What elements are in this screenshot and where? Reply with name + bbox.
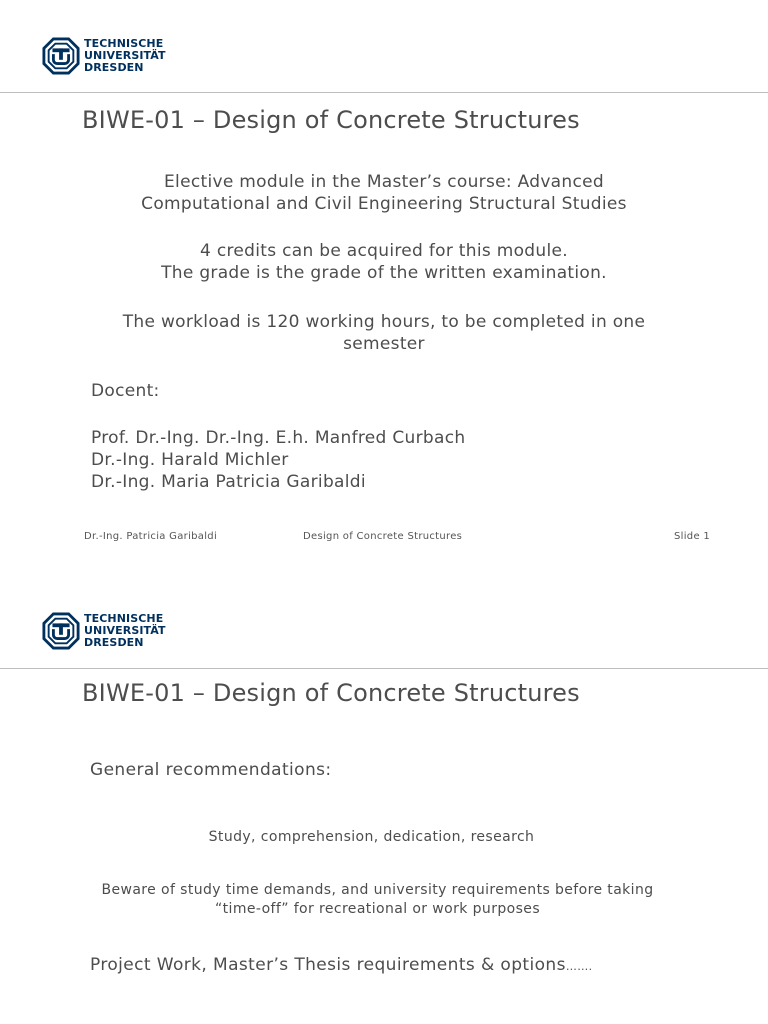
project-work-line — [90, 955, 593, 975]
logo-line-3: DRESDEN — [84, 61, 144, 74]
credits-line-1: 4 credits can be acquired for this module. — [200, 241, 568, 261]
study-line: Study, comprehension, dedication, research — [208, 829, 535, 845]
docent-item: Prof. Dr.-Ing. Dr.-Ing. E.h. Manfred Curbach — [91, 428, 466, 448]
university-logo — [42, 36, 166, 76]
header-divider — [0, 92, 768, 93]
general-recommendations-heading: General recommendations: — [90, 760, 332, 780]
slide-title: BIWE-01 – Design of Concrete Structures — [82, 679, 580, 707]
workload-info — [0, 311, 768, 355]
logo-line-2: UNIVERSITÄT — [84, 49, 166, 62]
footer-course: Design of Concrete Structures — [303, 531, 463, 542]
logo-wordmark — [84, 38, 166, 74]
docent-list — [91, 427, 465, 493]
module-line-2: Computational and Civil Engineering Structural Studies — [141, 194, 627, 214]
logo-line-2: UNIVERSITÄT — [84, 624, 166, 637]
logo-line-1: TECHNISCHE — [84, 37, 164, 50]
logo-line-1: TECHNISCHE — [84, 612, 164, 625]
footer-slide-number: Slide 1 — [674, 531, 711, 542]
workload-line-1: The workload is 120 working hours, to be completed in one — [122, 312, 646, 332]
docent-label: Docent: — [91, 381, 160, 401]
docent-item: Dr.-Ing. Maria Patricia Garibaldi — [91, 472, 366, 492]
tu-dresden-logo-icon — [42, 37, 80, 75]
beware-line-1: Beware of study time demands, and university requirements before taking — [101, 882, 654, 898]
docent-item: Dr.-Ing. Harald Michler — [91, 450, 289, 470]
slide-title: BIWE-01 – Design of Concrete Structures — [82, 106, 580, 134]
module-description — [0, 171, 768, 215]
project-work-ellipsis: ……. — [565, 960, 593, 973]
project-work-text: Project Work, Master’s Thesis requirements & options — [90, 955, 566, 975]
beware-note — [6, 881, 749, 919]
credits-line-2: The grade is the grade of the written examination. — [161, 263, 607, 283]
university-logo — [42, 611, 166, 651]
slide-2 — [0, 575, 768, 1024]
tu-dresden-logo-icon — [42, 612, 80, 650]
module-line-1: Elective module in the Master’s course: Advanced — [164, 172, 604, 192]
beware-line-2: “time-off” for recreational or work purposes — [214, 901, 541, 917]
logo-wordmark — [84, 613, 166, 649]
credits-info — [0, 240, 768, 284]
header-divider — [0, 668, 768, 669]
logo-line-3: DRESDEN — [84, 636, 144, 649]
footer-author: Dr.-Ing. Patricia Garibaldi — [84, 531, 218, 542]
workload-line-2: semester — [343, 334, 425, 354]
